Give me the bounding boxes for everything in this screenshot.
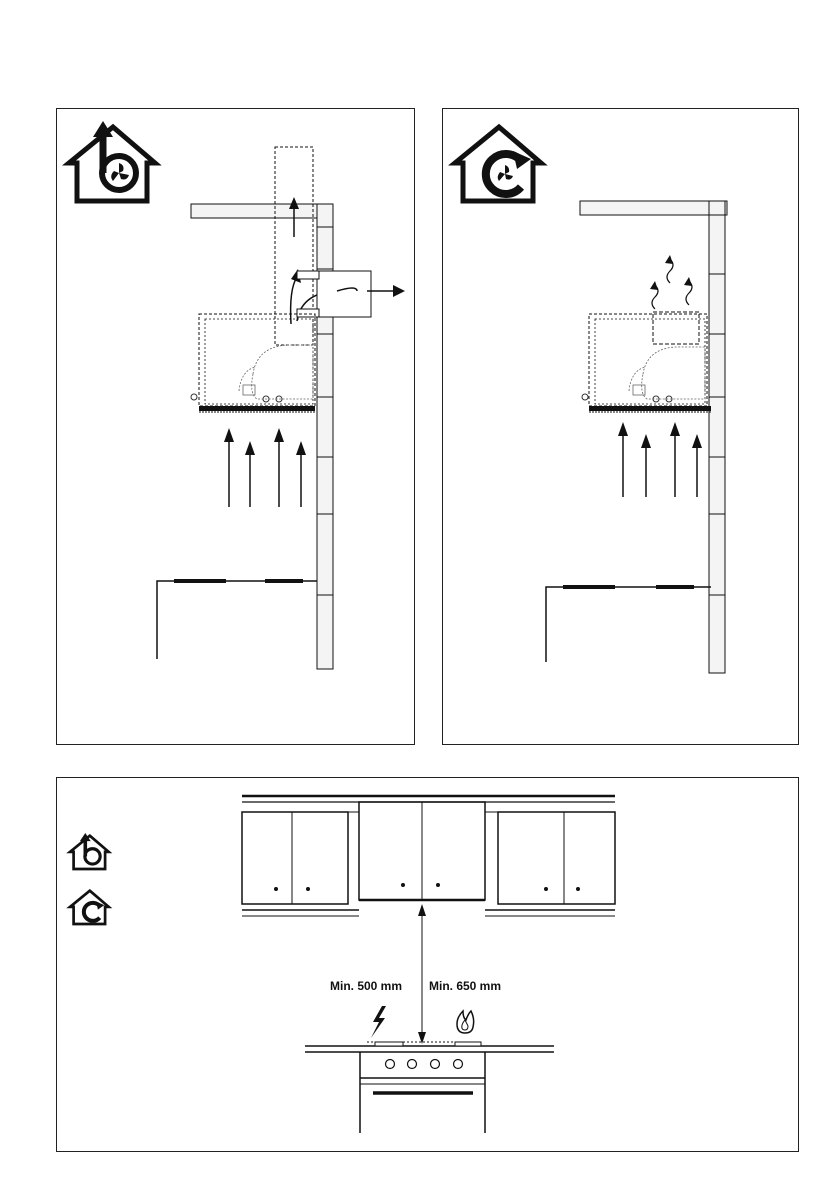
recirculation-mode-panel (442, 108, 799, 745)
rising-air-arrowheads (224, 428, 306, 455)
exhaust-out-arrow (367, 285, 405, 297)
house-fan-circular-arrow-icon (455, 127, 541, 201)
ceiling-slab (580, 201, 727, 215)
wall-outlet-box (317, 271, 371, 317)
rising-air-arrows (229, 439, 301, 507)
house-fan-up-arrow-icon (70, 833, 109, 869)
ceiling-slab (191, 204, 331, 218)
recirculated-air-arrowheads (650, 255, 692, 290)
hood-body (191, 314, 315, 406)
gas-flame-icon (457, 1011, 474, 1033)
min-gas-clearance-label: Min. 650 mm (429, 979, 502, 993)
grease-filter (199, 406, 315, 411)
oven (360, 1052, 485, 1133)
rising-air-arrowheads (618, 422, 702, 448)
cabinet-knobs (274, 883, 580, 891)
min-electric-clearance-label: Min. 500 mm (330, 979, 403, 993)
house-fan-circular-arrow-icon (70, 891, 109, 924)
recirculation-mode-diagram (443, 109, 800, 746)
clearance-panel (56, 777, 799, 1152)
rising-air-arrows (623, 434, 697, 497)
clearance-diagram (57, 778, 800, 1153)
clearance-dimension-arrow (418, 904, 426, 1044)
lightning-bolt-icon (371, 1006, 386, 1038)
countertop (305, 1042, 554, 1052)
wall (709, 201, 725, 673)
grease-filter (589, 406, 711, 411)
carbon-filter-box (653, 312, 699, 344)
cooktop-counter (546, 585, 711, 662)
cooktop-counter (157, 579, 317, 659)
upper-cabinets (242, 796, 615, 916)
hood-body (582, 314, 707, 406)
ducted-mode-diagram (57, 109, 416, 746)
house-fan-up-arrow-icon (69, 121, 155, 201)
ducted-mode-panel (56, 108, 415, 745)
